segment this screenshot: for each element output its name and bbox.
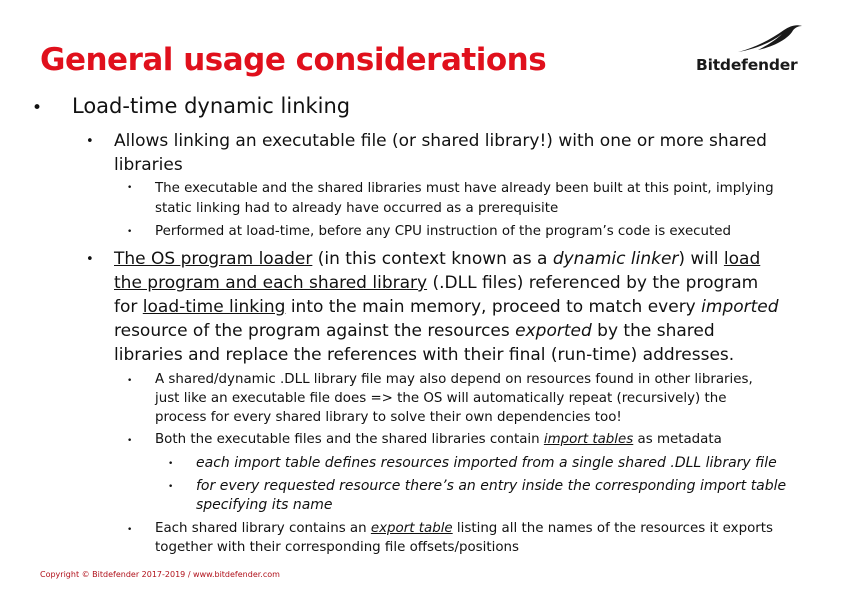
slide-title: General usage considerations: [40, 42, 547, 78]
copyright-footer: Copyright © Bitdefender 2017-2019 / www.bitdefender.com: [40, 570, 280, 579]
wolf-logo-icon: [736, 22, 806, 54]
text-span: listing all the names of the resources it exports: [452, 521, 774, 536]
sub-bullet-import-tables: [155, 432, 722, 447]
bullet-marker: •: [32, 98, 43, 118]
sub-bullet-export-table-line2: together with their corresponding file offsets/positions: [155, 540, 519, 555]
bullet-marker: •: [127, 436, 133, 446]
sub-bullet-prebuilt-line1: The executable and the shared libraries must have already been built at this point, implying: [155, 181, 774, 196]
sub-sub-bullet-entry-line2: specifying its name: [196, 497, 333, 513]
emphasis-imported: imported: [701, 297, 779, 317]
bitdefender-logo: [696, 22, 806, 78]
bullet-marker: •: [127, 227, 133, 237]
logo-wordmark: Bitdefender: [696, 56, 798, 74]
bullet-marker: •: [127, 183, 133, 193]
bullet-os-loader-line4: [114, 321, 715, 341]
bullet-allows-linking-line1: Allows linking an executable file (or shared library!) with one or more shared: [114, 131, 767, 151]
emphasis-exported: exported: [515, 321, 592, 341]
text-span: as metadata: [633, 432, 722, 447]
bullet-marker: •: [168, 459, 174, 469]
text-span: resource of the program against the resources: [114, 321, 516, 341]
sub-sub-bullet-entry-line1: for every requested resource there’s an entry inside the corresponding import table: [196, 478, 787, 494]
underline-load: load: [723, 249, 761, 269]
sub-bullet-export-table-line1: [155, 521, 773, 536]
bullet-os-loader-line3: [114, 297, 779, 317]
bullet-allows-linking-line2: libraries: [114, 155, 183, 175]
bullet-os-loader-line1: [114, 249, 760, 269]
link-os-program-loader: The OS program loader: [114, 249, 313, 269]
text-span: Each shared library contains an: [155, 521, 371, 536]
sub-bullet-dll-deps-line3: process for every shared library to solve their own dependencies too!: [155, 410, 622, 425]
bullet-os-loader-line2: [114, 273, 758, 293]
sub-bullet-dll-deps-line1: A shared/dynamic .DLL library file may also depend on resources found in other libraries,: [155, 372, 753, 387]
sub-sub-bullet-import-table: each import table defines resources imported from a single shared .DLL library file: [196, 455, 777, 471]
underline-load-time-linking: load-time linking: [142, 297, 286, 317]
emphasis-import-tables: import tables: [543, 432, 634, 447]
bullet-marker: •: [86, 134, 94, 149]
bullet-load-time-linking: Load-time dynamic linking: [72, 94, 351, 118]
emphasis-export-table: export table: [370, 521, 453, 536]
text-span: ) will: [678, 249, 724, 269]
text-span: (.DLL files) referenced by the program: [427, 273, 759, 293]
bullet-os-loader-line5: libraries and replace the references with their final (run-time) addresses.: [114, 345, 735, 365]
bullet-marker: •: [168, 482, 174, 492]
emphasis-dynamic-linker: dynamic linker: [552, 249, 679, 269]
text-span: (in this context known as a: [312, 249, 553, 269]
bullet-marker: •: [127, 525, 133, 535]
sub-bullet-prebuilt-line2: static linking had to already have occurred as a prerequisite: [155, 201, 559, 216]
text-span: into the main memory, proceed to match every: [285, 297, 702, 317]
sub-bullet-dll-deps-line2: just like an executable file does => the OS will automatically repeat (recursively) the: [155, 391, 727, 406]
bullet-marker: •: [86, 252, 94, 267]
text-span: by the shared: [591, 321, 715, 341]
sub-bullet-load-time: Performed at load-time, before any CPU instruction of the program’s code is executed: [155, 224, 732, 239]
bullet-marker: •: [127, 376, 133, 386]
text-span: Both the executable files and the shared libraries contain: [155, 432, 544, 447]
underline-program-and-library: the program and each shared library: [114, 273, 428, 293]
text-span: for: [114, 297, 143, 317]
